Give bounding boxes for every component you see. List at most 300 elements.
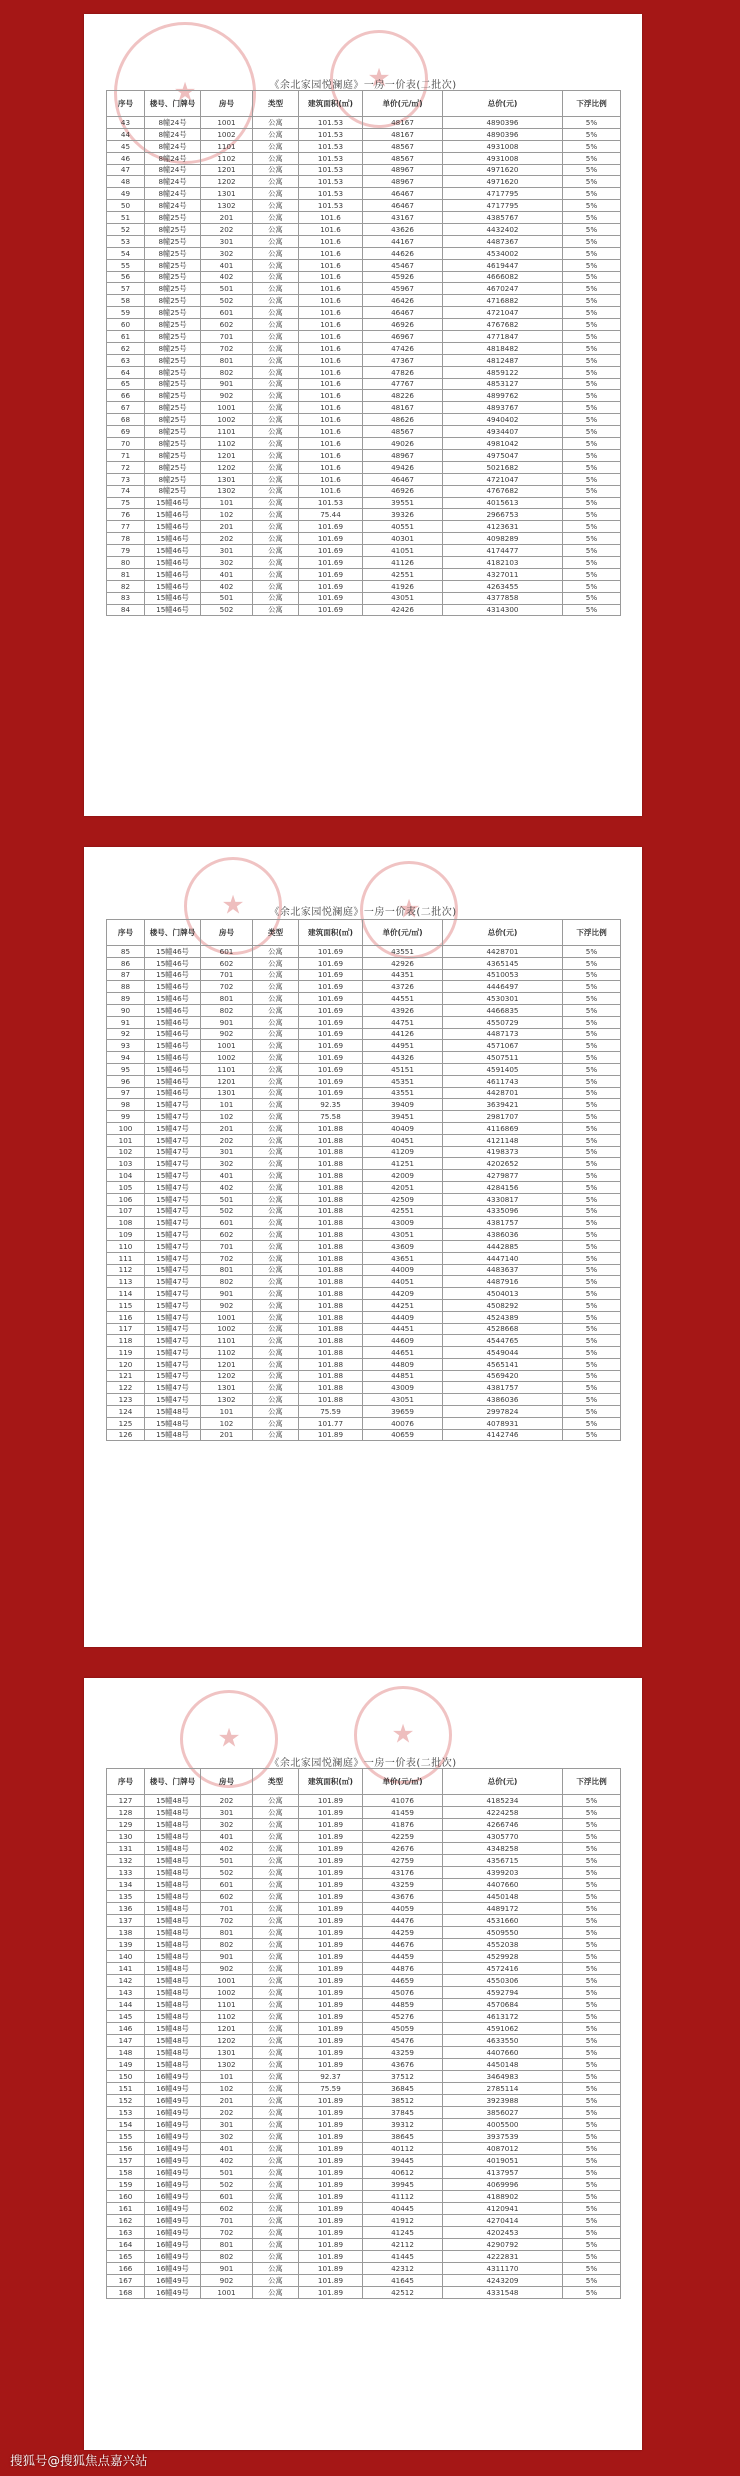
table-row	[107, 1170, 621, 1182]
total-price-cell: 4530301	[443, 993, 563, 1005]
discount-cell: 5%	[563, 1252, 621, 1264]
building-cell: 15幢46号	[145, 580, 201, 592]
table-row	[107, 295, 621, 307]
total-price-cell: 4019051	[443, 2155, 563, 2167]
seq-cell: 88	[107, 981, 145, 993]
column-header: 序号	[107, 91, 145, 117]
building-cell: 15幢47号	[145, 1122, 201, 1134]
discount-cell: 5%	[563, 390, 621, 402]
discount-cell: 5%	[563, 1879, 621, 1891]
type-cell: 公寓	[253, 2047, 299, 2059]
area-cell: 101.6	[299, 271, 363, 283]
area-cell: 101.89	[299, 2155, 363, 2167]
unit-price-cell: 48226	[363, 390, 443, 402]
room-cell: 302	[201, 2131, 253, 2143]
total-price-cell: 4185234	[443, 1795, 563, 1807]
building-cell: 15幢47号	[145, 1193, 201, 1205]
area-cell: 101.89	[299, 2263, 363, 2275]
room-cell: 301	[201, 1146, 253, 1158]
area-cell: 101.89	[299, 2035, 363, 2047]
seq-cell: 166	[107, 2263, 145, 2275]
discount-cell: 5%	[563, 2011, 621, 2023]
room-cell: 302	[201, 1158, 253, 1170]
discount-cell: 5%	[563, 556, 621, 568]
discount-cell: 5%	[563, 1406, 621, 1418]
building-cell: 8幢25号	[145, 390, 201, 402]
table-row	[107, 1382, 621, 1394]
source-watermark: 搜狐号@搜狐焦点嘉兴站	[10, 2453, 148, 2468]
seq-cell: 138	[107, 1927, 145, 1939]
table-row	[107, 1205, 621, 1217]
area-cell: 101.88	[299, 1158, 363, 1170]
area-cell: 101.88	[299, 1170, 363, 1182]
discount-cell: 5%	[563, 1264, 621, 1276]
type-cell: 公寓	[253, 1963, 299, 1975]
building-cell: 15幢47号	[145, 1370, 201, 1382]
building-cell: 16幢49号	[145, 2131, 201, 2143]
type-cell: 公寓	[253, 200, 299, 212]
type-cell: 公寓	[253, 342, 299, 354]
column-header: 类型	[253, 920, 299, 946]
type-cell: 公寓	[253, 2215, 299, 2227]
table-row	[107, 1323, 621, 1335]
table-row	[107, 2071, 621, 2083]
discount-cell: 5%	[563, 1016, 621, 1028]
area-cell: 101.6	[299, 307, 363, 319]
seq-cell: 118	[107, 1335, 145, 1347]
discount-cell: 5%	[563, 2131, 621, 2143]
table-row	[107, 1299, 621, 1311]
total-price-cell: 4550306	[443, 1975, 563, 1987]
area-cell: 101.53	[299, 200, 363, 212]
area-cell: 101.88	[299, 1240, 363, 1252]
building-cell: 8幢25号	[145, 485, 201, 497]
type-cell: 公寓	[253, 592, 299, 604]
building-cell: 15幢47号	[145, 1146, 201, 1158]
room-cell: 901	[201, 1288, 253, 1300]
building-cell: 8幢25号	[145, 414, 201, 426]
area-cell: 101.89	[299, 2179, 363, 2191]
building-cell: 16幢49号	[145, 2251, 201, 2263]
room-cell: 801	[201, 354, 253, 366]
type-cell: 公寓	[253, 1879, 299, 1891]
building-cell: 15幢47号	[145, 1311, 201, 1323]
type-cell: 公寓	[253, 981, 299, 993]
building-cell: 15幢46号	[145, 604, 201, 616]
unit-price-cell: 44951	[363, 1040, 443, 1052]
area-cell: 101.89	[299, 2095, 363, 2107]
discount-cell: 5%	[563, 1170, 621, 1182]
area-cell: 101.69	[299, 556, 363, 568]
seq-cell: 149	[107, 2059, 145, 2071]
room-cell: 202	[201, 533, 253, 545]
table-body	[107, 117, 621, 616]
unit-price-cell: 44326	[363, 1052, 443, 1064]
seq-cell: 154	[107, 2119, 145, 2131]
discount-cell: 5%	[563, 1075, 621, 1087]
type-cell: 公寓	[253, 2011, 299, 2023]
unit-price-cell: 44009	[363, 1264, 443, 1276]
room-cell: 1301	[201, 1087, 253, 1099]
unit-price-cell: 40076	[363, 1417, 443, 1429]
sheet-title: 《余北家园悦澜庭》一房一价表(二批次)	[269, 907, 457, 918]
room-cell: 1201	[201, 449, 253, 461]
table-row	[107, 212, 621, 224]
total-price-cell: 4510053	[443, 969, 563, 981]
discount-cell: 5%	[563, 1335, 621, 1347]
room-cell: 702	[201, 2227, 253, 2239]
unit-price-cell: 46426	[363, 295, 443, 307]
seq-cell: 125	[107, 1417, 145, 1429]
room-cell: 401	[201, 1170, 253, 1182]
building-cell: 8幢25号	[145, 426, 201, 438]
area-cell: 101.89	[299, 2011, 363, 2023]
room-cell: 901	[201, 2263, 253, 2275]
type-cell: 公寓	[253, 1016, 299, 1028]
building-cell: 16幢49号	[145, 2083, 201, 2095]
seq-cell: 45	[107, 140, 145, 152]
table-row	[107, 2179, 621, 2191]
column-header: 下浮比例	[563, 1769, 621, 1795]
area-cell: 92.37	[299, 2071, 363, 2083]
area-cell: 101.69	[299, 981, 363, 993]
building-cell: 8幢25号	[145, 473, 201, 485]
total-price-cell: 4483637	[443, 1264, 563, 1276]
building-cell: 15幢48号	[145, 1417, 201, 1429]
room-cell: 301	[201, 1807, 253, 1819]
discount-cell: 5%	[563, 2155, 621, 2167]
room-cell: 1002	[201, 1987, 253, 1999]
room-cell: 502	[201, 1205, 253, 1217]
price-table	[106, 90, 621, 616]
discount-cell: 5%	[563, 461, 621, 473]
total-price-cell: 4198373	[443, 1146, 563, 1158]
table-row	[107, 2047, 621, 2059]
room-cell: 1202	[201, 176, 253, 188]
unit-price-cell: 48626	[363, 414, 443, 426]
building-cell: 8幢25号	[145, 235, 201, 247]
room-cell: 1302	[201, 200, 253, 212]
unit-price-cell: 39945	[363, 2179, 443, 2191]
discount-cell: 5%	[563, 283, 621, 295]
type-cell: 公寓	[253, 1170, 299, 1182]
unit-price-cell: 47826	[363, 366, 443, 378]
unit-price-cell: 40301	[363, 533, 443, 545]
building-cell: 15幢48号	[145, 1927, 201, 1939]
type-cell: 公寓	[253, 946, 299, 958]
area-cell: 101.89	[299, 1903, 363, 1915]
total-price-cell: 4087012	[443, 2143, 563, 2155]
building-cell: 15幢46号	[145, 497, 201, 509]
room-cell: 102	[201, 1417, 253, 1429]
area-cell: 101.89	[299, 2131, 363, 2143]
building-cell: 16幢49号	[145, 2071, 201, 2083]
type-cell: 公寓	[253, 2155, 299, 2167]
unit-price-cell: 39659	[363, 1406, 443, 1418]
table-row	[107, 2011, 621, 2023]
table-row	[107, 1879, 621, 1891]
building-cell: 8幢24号	[145, 200, 201, 212]
table-row	[107, 533, 621, 545]
room-cell: 1201	[201, 1358, 253, 1370]
table-row	[107, 378, 621, 390]
room-cell: 1001	[201, 1040, 253, 1052]
unit-price-cell: 46467	[363, 188, 443, 200]
type-cell: 公寓	[253, 1358, 299, 1370]
room-cell: 401	[201, 1831, 253, 1843]
type-cell: 公寓	[253, 1406, 299, 1418]
total-price-cell: 4931008	[443, 152, 563, 164]
area-cell: 101.88	[299, 1146, 363, 1158]
area-cell: 101.88	[299, 1276, 363, 1288]
discount-cell: 5%	[563, 331, 621, 343]
building-cell: 15幢47号	[145, 1229, 201, 1241]
area-cell: 101.53	[299, 164, 363, 176]
room-cell: 202	[201, 2107, 253, 2119]
area-cell: 101.89	[299, 2059, 363, 2071]
seq-cell: 77	[107, 521, 145, 533]
building-cell: 15幢46号	[145, 981, 201, 993]
table-row	[107, 200, 621, 212]
building-cell: 15幢47号	[145, 1264, 201, 1276]
area-cell: 101.88	[299, 1323, 363, 1335]
discount-cell: 5%	[563, 414, 621, 426]
area-cell: 101.6	[299, 402, 363, 414]
total-price-cell: 4335096	[443, 1205, 563, 1217]
table-row	[107, 128, 621, 140]
total-price-cell: 4446497	[443, 981, 563, 993]
total-price-cell: 4591405	[443, 1063, 563, 1075]
discount-cell: 5%	[563, 1855, 621, 1867]
table-row	[107, 1429, 621, 1441]
table-row	[107, 438, 621, 450]
type-cell: 公寓	[253, 1299, 299, 1311]
discount-cell: 5%	[563, 449, 621, 461]
room-cell: 1101	[201, 1335, 253, 1347]
column-header: 类型	[253, 1769, 299, 1795]
type-cell: 公寓	[253, 2227, 299, 2239]
total-price-cell: 4487173	[443, 1028, 563, 1040]
total-price-cell: 4971620	[443, 164, 563, 176]
total-price-cell: 4771847	[443, 331, 563, 343]
table-row	[107, 1807, 621, 1819]
area-cell: 101.6	[299, 212, 363, 224]
table-row	[107, 140, 621, 152]
unit-price-cell: 43259	[363, 1879, 443, 1891]
discount-cell: 5%	[563, 1903, 621, 1915]
discount-cell: 5%	[563, 1370, 621, 1382]
type-cell: 公寓	[253, 140, 299, 152]
unit-price-cell: 44676	[363, 1939, 443, 1951]
building-cell: 15幢48号	[145, 1819, 201, 1831]
seq-cell: 53	[107, 235, 145, 247]
column-header: 单价(元/㎡)	[363, 1769, 443, 1795]
seq-cell: 140	[107, 1951, 145, 1963]
price-table	[106, 919, 621, 1441]
seq-cell: 119	[107, 1347, 145, 1359]
unit-price-cell: 42426	[363, 604, 443, 616]
seq-cell: 68	[107, 414, 145, 426]
table-row	[107, 1016, 621, 1028]
building-cell: 15幢46号	[145, 521, 201, 533]
table-row	[107, 1252, 621, 1264]
discount-cell: 5%	[563, 497, 621, 509]
seq-cell: 98	[107, 1099, 145, 1111]
seq-cell: 128	[107, 1807, 145, 1819]
area-cell: 101.69	[299, 1016, 363, 1028]
area-cell: 101.89	[299, 2275, 363, 2287]
room-cell: 902	[201, 1028, 253, 1040]
table-row	[107, 1370, 621, 1382]
seq-cell: 130	[107, 1831, 145, 1843]
building-cell: 16幢49号	[145, 2095, 201, 2107]
column-header: 楼号、门牌号	[145, 91, 201, 117]
area-cell: 101.6	[299, 283, 363, 295]
column-header: 单价(元/㎡)	[363, 920, 443, 946]
building-cell: 15幢48号	[145, 1867, 201, 1879]
discount-cell: 5%	[563, 1122, 621, 1134]
table-row	[107, 1099, 621, 1111]
room-cell: 502	[201, 1867, 253, 1879]
building-cell: 15幢46号	[145, 545, 201, 557]
total-price-cell: 4137957	[443, 2167, 563, 2179]
building-cell: 8幢25号	[145, 295, 201, 307]
room-cell: 602	[201, 1891, 253, 1903]
room-cell: 401	[201, 2143, 253, 2155]
seq-cell: 160	[107, 2191, 145, 2203]
discount-cell: 5%	[563, 1358, 621, 1370]
table-row	[107, 981, 621, 993]
table-row	[107, 1939, 621, 1951]
total-price-cell: 4899762	[443, 390, 563, 402]
building-cell: 15幢46号	[145, 957, 201, 969]
area-cell: 101.89	[299, 1975, 363, 1987]
seq-cell: 156	[107, 2143, 145, 2155]
table-row	[107, 1311, 621, 1323]
type-cell: 公寓	[253, 1311, 299, 1323]
unit-price-cell: 43551	[363, 1087, 443, 1099]
area-cell: 101.88	[299, 1335, 363, 1347]
area-cell: 101.89	[299, 1879, 363, 1891]
area-cell: 101.89	[299, 2203, 363, 2215]
room-cell: 202	[201, 224, 253, 236]
area-cell: 101.69	[299, 1087, 363, 1099]
unit-price-cell: 40451	[363, 1134, 443, 1146]
type-cell: 公寓	[253, 402, 299, 414]
room-cell: 802	[201, 1004, 253, 1016]
unit-price-cell: 46467	[363, 307, 443, 319]
total-price-cell: 4721047	[443, 473, 563, 485]
seq-cell: 157	[107, 2155, 145, 2167]
type-cell: 公寓	[253, 188, 299, 200]
seq-cell: 81	[107, 568, 145, 580]
unit-price-cell: 48567	[363, 140, 443, 152]
table-row	[107, 307, 621, 319]
discount-cell: 5%	[563, 1939, 621, 1951]
seq-cell: 71	[107, 449, 145, 461]
type-cell: 公寓	[253, 1795, 299, 1807]
unit-price-cell: 46467	[363, 200, 443, 212]
seq-cell: 102	[107, 1146, 145, 1158]
room-cell: 1002	[201, 1323, 253, 1335]
building-cell: 15幢47号	[145, 1240, 201, 1252]
column-header: 楼号、门牌号	[145, 1769, 201, 1795]
seq-cell: 123	[107, 1394, 145, 1406]
area-cell: 101.88	[299, 1347, 363, 1359]
room-cell: 1001	[201, 2287, 253, 2299]
type-cell: 公寓	[253, 1335, 299, 1347]
seq-cell: 116	[107, 1311, 145, 1323]
room-cell: 1102	[201, 438, 253, 450]
type-cell: 公寓	[253, 1843, 299, 1855]
seq-cell: 47	[107, 164, 145, 176]
unit-price-cell: 44809	[363, 1358, 443, 1370]
area-cell: 101.69	[299, 1052, 363, 1064]
unit-price-cell: 45151	[363, 1063, 443, 1075]
discount-cell: 5%	[563, 1915, 621, 1927]
unit-price-cell: 44051	[363, 1276, 443, 1288]
column-header: 建筑面积(㎡)	[299, 920, 363, 946]
discount-cell: 5%	[563, 1987, 621, 1999]
building-cell: 16幢49号	[145, 2119, 201, 2131]
seq-cell: 114	[107, 1288, 145, 1300]
area-cell: 101.6	[299, 438, 363, 450]
type-cell: 公寓	[253, 1927, 299, 1939]
area-cell: 101.88	[299, 1264, 363, 1276]
total-price-cell: 4507511	[443, 1052, 563, 1064]
unit-price-cell: 44859	[363, 1999, 443, 2011]
table-header-row	[107, 1769, 621, 1795]
seq-cell: 155	[107, 2131, 145, 2143]
total-price-cell: 4544765	[443, 1335, 563, 1347]
room-cell: 402	[201, 271, 253, 283]
seq-cell: 89	[107, 993, 145, 1005]
type-cell: 公寓	[253, 473, 299, 485]
room-cell: 302	[201, 247, 253, 259]
discount-cell: 5%	[563, 1063, 621, 1075]
table-header-row	[107, 920, 621, 946]
discount-cell: 5%	[563, 521, 621, 533]
total-price-cell: 4812487	[443, 354, 563, 366]
area-cell: 101.89	[299, 1939, 363, 1951]
unit-price-cell: 43051	[363, 592, 443, 604]
building-cell: 8幢25号	[145, 259, 201, 271]
type-cell: 公寓	[253, 1975, 299, 1987]
seq-cell: 85	[107, 946, 145, 958]
area-cell: 92.35	[299, 1099, 363, 1111]
discount-cell: 5%	[563, 1891, 621, 1903]
building-cell: 15幢48号	[145, 1879, 201, 1891]
unit-price-cell: 43626	[363, 224, 443, 236]
type-cell: 公寓	[253, 580, 299, 592]
total-price-cell: 4305770	[443, 1831, 563, 1843]
total-price-cell: 4442885	[443, 1240, 563, 1252]
type-cell: 公寓	[253, 1028, 299, 1040]
table-row	[107, 1843, 621, 1855]
column-header: 下浮比例	[563, 920, 621, 946]
building-cell: 15幢46号	[145, 946, 201, 958]
area-cell: 101.89	[299, 2227, 363, 2239]
discount-cell: 5%	[563, 2203, 621, 2215]
type-cell: 公寓	[253, 2131, 299, 2143]
total-price-cell: 4893767	[443, 402, 563, 414]
building-cell: 8幢25号	[145, 307, 201, 319]
table-row	[107, 2155, 621, 2167]
building-cell: 16幢49号	[145, 2227, 201, 2239]
seq-cell: 48	[107, 176, 145, 188]
building-cell: 15幢47号	[145, 1205, 201, 1217]
area-cell: 101.69	[299, 533, 363, 545]
